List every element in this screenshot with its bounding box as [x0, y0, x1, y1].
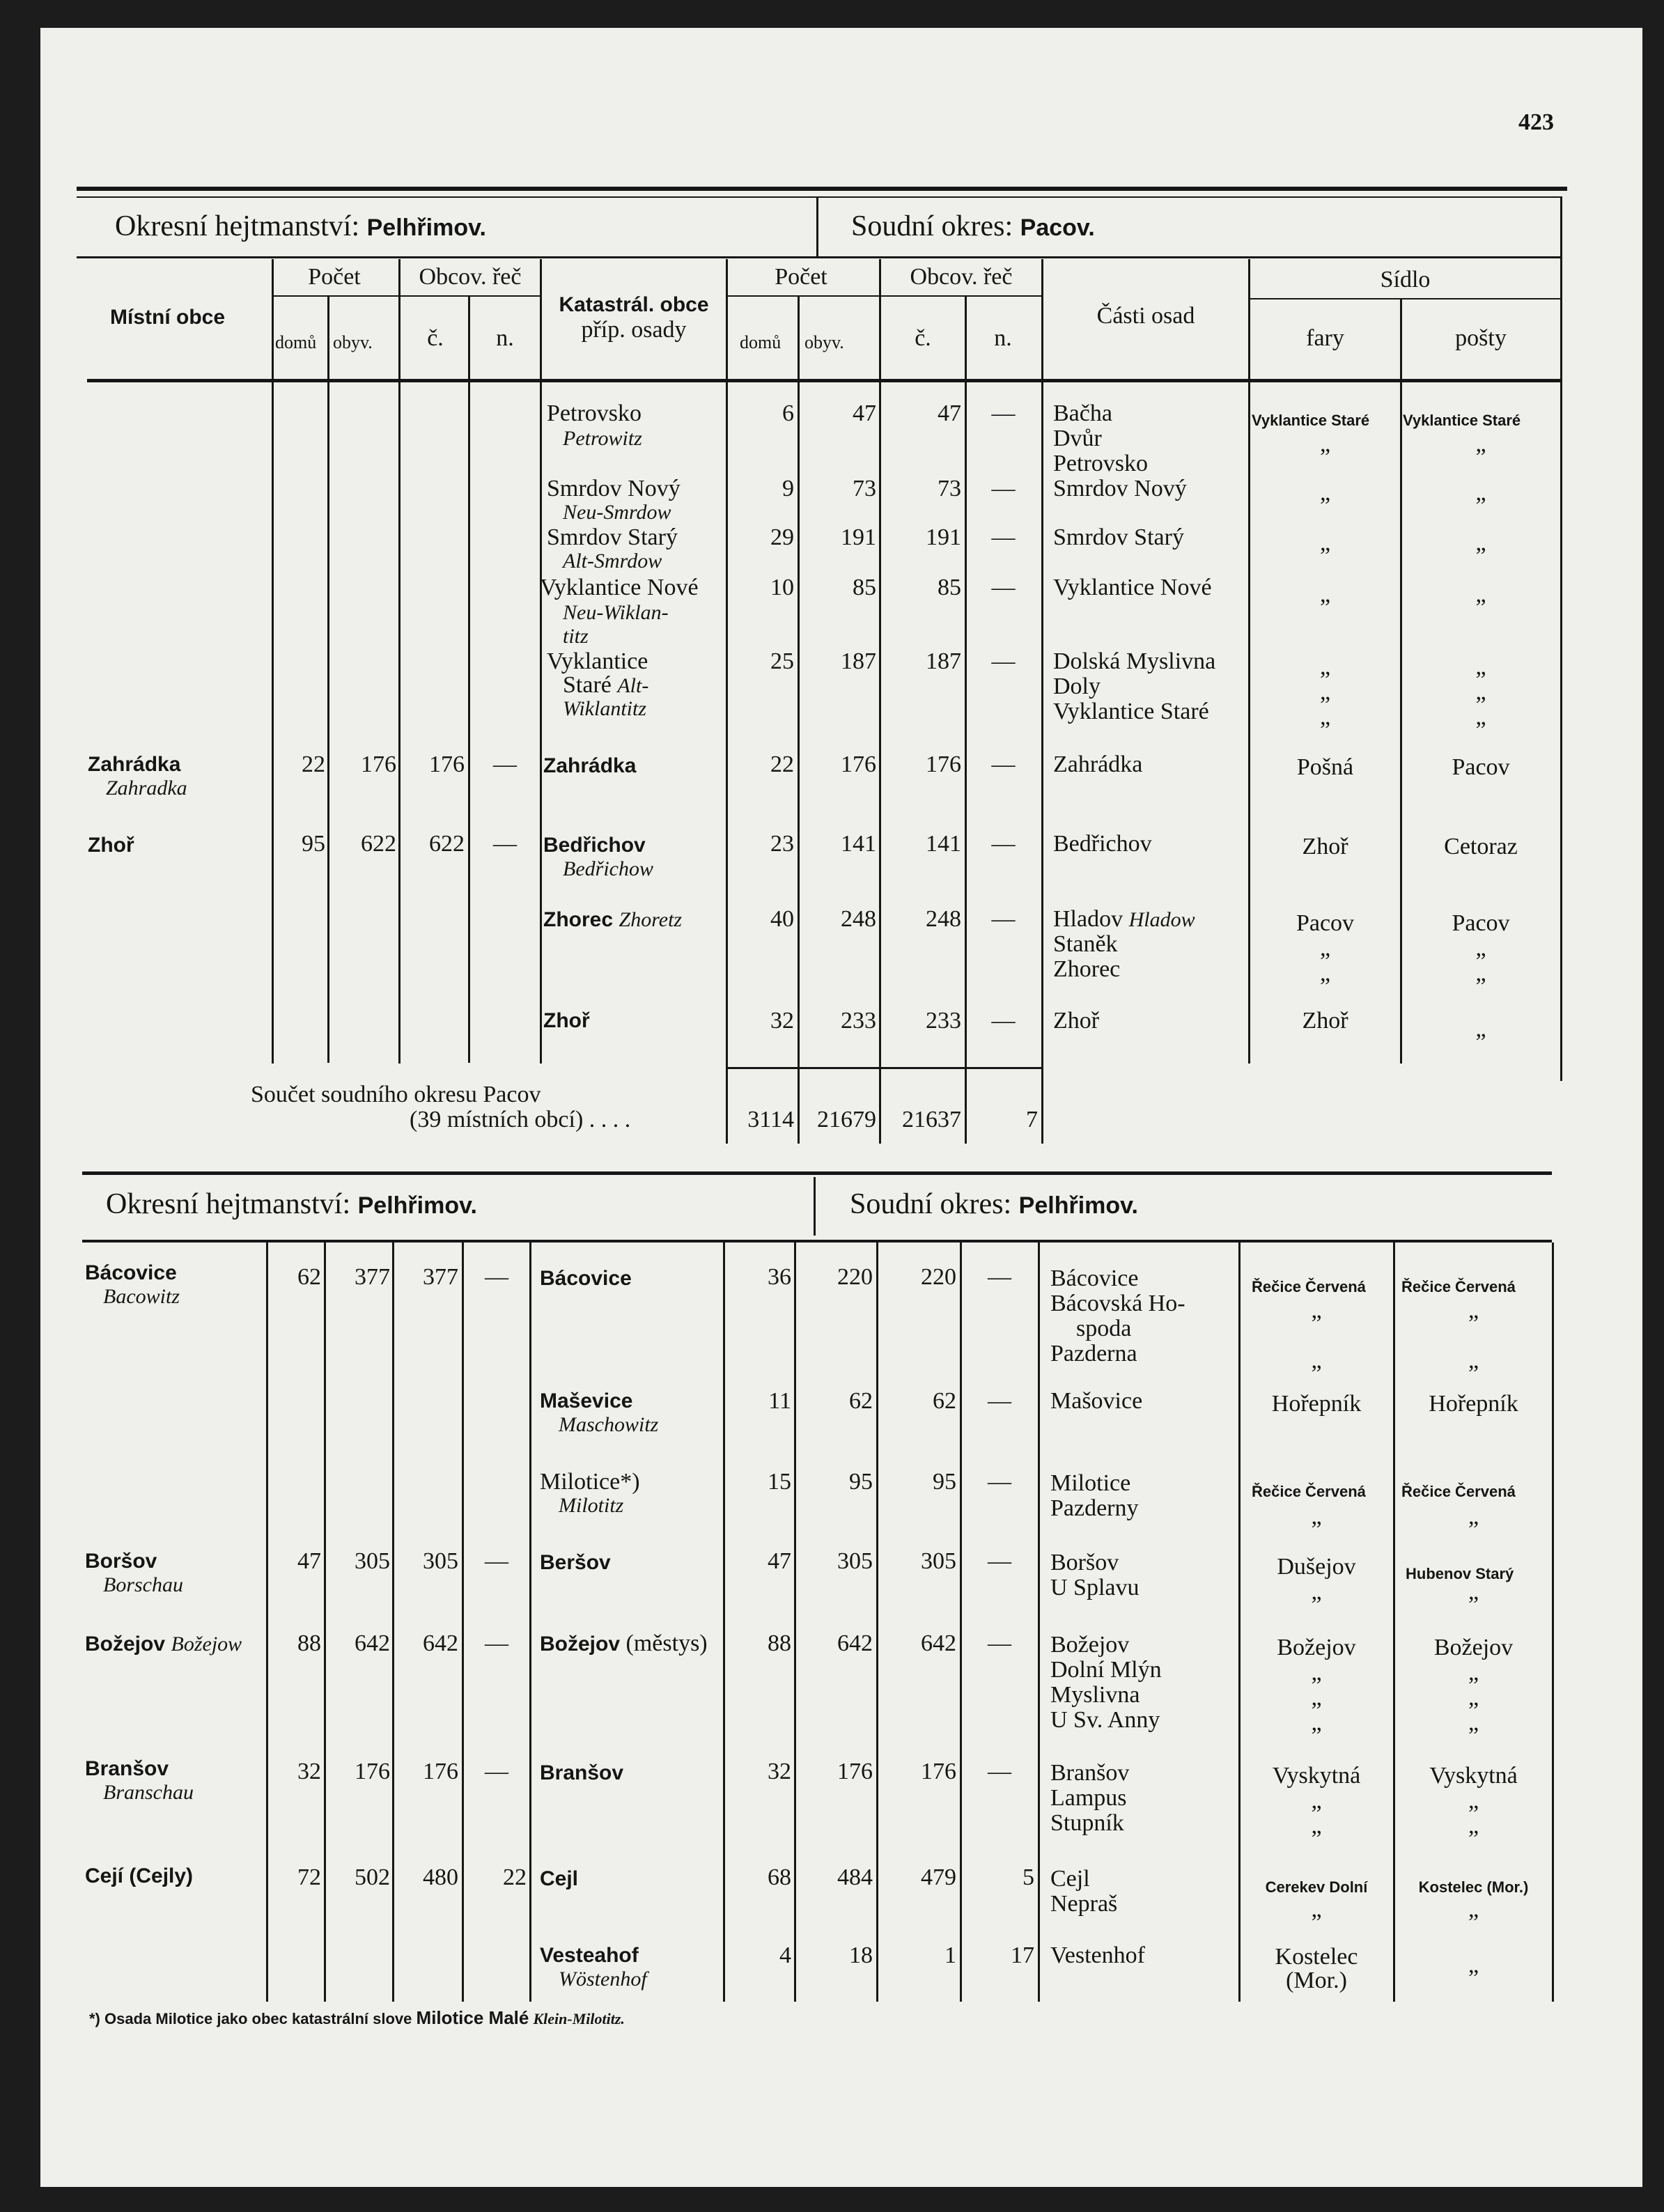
footnote-name: Milotice Malé — [416, 2007, 529, 2028]
mo-nemecky: — — [485, 1548, 508, 1574]
cast-osady: Dvůr — [1053, 426, 1102, 451]
col-obcov-right: Obcov. řeč — [910, 264, 1013, 290]
mo-nemecky: — — [485, 1759, 508, 1784]
mo-nemecky: 22 — [503, 1864, 527, 1890]
kat-obec-de: Milotitz — [559, 1494, 624, 1517]
fara: „ — [1319, 679, 1331, 705]
fara: Vyskytná — [1272, 1763, 1361, 1789]
kat-obec: Maševice — [540, 1389, 633, 1412]
mistni-obec-de: Zahradka — [106, 777, 187, 800]
cesky: 479 — [921, 1864, 956, 1890]
footnote-text: *) Osada Milotice jako obec katastrální slove — [89, 2010, 412, 2027]
vr-s1-e — [540, 259, 542, 1064]
cast-osady: Dolská Myslivna — [1053, 648, 1216, 674]
domu: 6 — [782, 400, 794, 426]
vr-s1-d — [468, 297, 470, 1063]
fara: „ — [1319, 960, 1331, 986]
nemecky: — — [988, 1388, 1011, 1414]
cesky: 187 — [926, 648, 961, 674]
domu: 4 — [779, 1942, 791, 1968]
section2-header-divider — [814, 1177, 816, 1236]
cast-osady: Pazderna — [1050, 1341, 1137, 1366]
posta: „ — [1468, 1813, 1479, 1839]
mistni-obec: Zhoř — [88, 834, 134, 857]
cast-osady: Staněk — [1053, 931, 1118, 957]
obyv: 642 — [837, 1630, 873, 1656]
kat-obec-de: titz — [563, 625, 589, 648]
posta: Vyklantice Staré — [1403, 412, 1521, 429]
cast-osady: Stupník — [1050, 1810, 1124, 1836]
section2-court-header — [850, 1188, 1138, 1222]
fara: „ — [1311, 1348, 1322, 1373]
mistni-obec: Bácovice — [85, 1261, 177, 1284]
mo-cesky: 622 — [429, 831, 465, 857]
kat-obec: Zhoř — [543, 1009, 590, 1032]
fara: „ — [1311, 1896, 1322, 1922]
obyv: 233 — [841, 1008, 876, 1034]
domu: 23 — [770, 831, 794, 857]
obyv: 18 — [849, 1942, 873, 1968]
fara: Cerekev Dolní — [1265, 1878, 1368, 1896]
obyv: 47 — [853, 400, 876, 426]
mo-cesky: 305 — [423, 1548, 458, 1574]
kat-obec: Branšov — [540, 1761, 624, 1784]
fara: „ — [1311, 1685, 1322, 1711]
sum-obyv: 21679 — [817, 1107, 876, 1132]
mo-nemecky: — — [493, 831, 517, 857]
vr-s1-a — [272, 259, 274, 1064]
kat-obec-de: Wöstenhof — [559, 1968, 647, 1991]
mo-domu: 72 — [297, 1864, 321, 1890]
cast-osady: Lampus — [1050, 1785, 1127, 1811]
cast-osady: Božejov — [1050, 1632, 1130, 1658]
domu: 36 — [768, 1264, 791, 1290]
posta: „ — [1475, 960, 1486, 986]
mo-obyv: 502 — [355, 1864, 390, 1890]
nemecky: — — [991, 831, 1016, 857]
top-rule-thick — [77, 187, 1567, 191]
mistni-obec-de: Borschau — [103, 1573, 183, 1596]
obyv: 141 — [841, 831, 876, 857]
mo-obyv: 377 — [355, 1264, 390, 1290]
posta: „ — [1468, 1348, 1479, 1373]
nemecky: — — [988, 1469, 1011, 1495]
footnote — [89, 2007, 625, 2029]
top-rule-thin — [77, 196, 1560, 198]
col-mistni-obce: Místní obce — [110, 306, 226, 329]
col-katastr-1: Katastrál. obce — [559, 293, 709, 316]
district-label: Okresní hejtmanství: — [106, 1188, 351, 1220]
kat-obec: Bedřichov — [543, 834, 646, 857]
kat-obec: Vyklantice — [547, 648, 648, 674]
fara: „ — [1319, 480, 1331, 506]
cast-osady: Mašovice — [1050, 1388, 1143, 1414]
cast-osady: Vyklantice Staré — [1053, 699, 1209, 724]
obyv: 62 — [849, 1388, 873, 1414]
posta: Řečice Červená — [1401, 1483, 1516, 1500]
cast-osady: Doly — [1053, 673, 1101, 699]
mo-obyv: 176 — [361, 751, 396, 777]
section2-header-rule — [82, 1240, 1552, 1243]
fara: „ — [1319, 530, 1331, 556]
mistni-obec-de: Branschau — [103, 1781, 194, 1804]
domu: 11 — [768, 1388, 791, 1414]
posta: Božejov — [1433, 1635, 1514, 1660]
cast-osady: Zhorec — [1053, 956, 1121, 982]
fara: (Mor.) — [1286, 1968, 1347, 1993]
col-c-right: č. — [915, 325, 931, 351]
cast-osady: U Splavu — [1050, 1575, 1140, 1600]
obyv: 176 — [841, 751, 876, 777]
col-domu-left: domů — [275, 332, 317, 352]
kat-obec: Milotice*) — [540, 1469, 640, 1495]
obyv: 305 — [837, 1548, 873, 1574]
fara: „ — [1319, 704, 1331, 730]
sum-nemecky: 7 — [1026, 1107, 1038, 1132]
domu: 32 — [768, 1759, 791, 1784]
cast-osady: Bedřichov — [1053, 831, 1152, 857]
kat-obec-de: Bedřichow — [563, 857, 653, 880]
mistni-obec: Branšov — [85, 1757, 169, 1780]
posta: „ — [1468, 1685, 1479, 1711]
cesky: 141 — [926, 831, 961, 857]
col-n-left: n. — [496, 325, 514, 351]
cesky: 233 — [926, 1008, 961, 1034]
section1-header-bottom-rule — [87, 379, 1560, 382]
fara: „ — [1311, 1504, 1322, 1529]
mo-obyv: 305 — [355, 1548, 390, 1574]
mo-obyv: 176 — [355, 1759, 390, 1784]
posta: Vyskytná — [1429, 1763, 1518, 1789]
mo-cesky: 176 — [429, 751, 465, 777]
cast-osady: Zahrádka — [1053, 751, 1143, 777]
cast-osady: Hladov Hladow — [1053, 906, 1195, 932]
posta: Pacov — [1452, 754, 1510, 780]
kat-obec: Cejl — [540, 1867, 579, 1890]
section1-right-border — [1560, 196, 1562, 1081]
header-divider — [816, 196, 818, 258]
mo-obyv: 642 — [355, 1630, 390, 1656]
nemecky: — — [988, 1548, 1011, 1574]
cesky: 176 — [926, 751, 961, 777]
fara: Zhoř — [1302, 834, 1348, 859]
mo-domu: 88 — [297, 1630, 321, 1656]
col-pocet-right: Počet — [775, 264, 827, 290]
kat-obec-de: Wiklantitz — [563, 697, 646, 720]
fara: Pacov — [1296, 910, 1355, 936]
mo-cesky: 377 — [423, 1264, 458, 1290]
section1-district-header — [115, 210, 486, 244]
mo-cesky: 176 — [423, 1759, 458, 1784]
cesky: 248 — [926, 906, 961, 932]
mo-domu: 62 — [297, 1264, 321, 1290]
fara: Kostelec — [1275, 1944, 1358, 1970]
cast-osady: Bácovská Ho- — [1050, 1291, 1185, 1316]
mistni-obec: Zahrádka — [88, 753, 181, 776]
domu: 25 — [770, 648, 794, 674]
kat-obec: Petrovsko — [547, 400, 642, 426]
nemecky: — — [991, 751, 1016, 777]
section2-district-header — [106, 1188, 477, 1222]
cesky: 1 — [944, 1942, 956, 1968]
cesky: 191 — [926, 524, 961, 550]
fara: „ — [1311, 1813, 1322, 1839]
posta: Kostelec (Mor.) — [1418, 1878, 1529, 1896]
posta: „ — [1475, 654, 1486, 680]
posta: Řečice Červená — [1401, 1278, 1516, 1295]
kat-obec: Zahrádka — [543, 754, 637, 777]
fara: „ — [1311, 1298, 1322, 1323]
cast-osady: Zhoř — [1053, 1008, 1100, 1034]
mo-nemecky: — — [485, 1630, 508, 1656]
vr-s2-e — [529, 1243, 531, 2002]
kat-obec: Vyklantice Nové — [540, 575, 699, 600]
vr-s2-m — [1552, 1243, 1554, 2002]
posta: „ — [1475, 1016, 1486, 1042]
cast-osady: Milotice — [1050, 1470, 1131, 1496]
kat-obec: Zhorec Zhoretz — [543, 908, 683, 931]
mistni-obec: Božejov Božejow — [85, 1633, 242, 1656]
obyv: 95 — [849, 1469, 873, 1495]
page-number: 423 — [1518, 109, 1554, 135]
hdr-sub-rule-right — [728, 295, 1041, 297]
vr-s1-c — [398, 259, 401, 1064]
cesky: 47 — [938, 400, 961, 426]
fara: Zhoř — [1302, 1008, 1348, 1034]
header-rule — [77, 256, 1560, 258]
col-fary: fary — [1306, 325, 1344, 351]
posta: Hořepník — [1429, 1391, 1518, 1417]
kat-obec-de: Maschowitz — [559, 1413, 659, 1436]
court-value: Pelhřimov. — [1018, 1192, 1138, 1219]
obyv: 176 — [837, 1759, 873, 1784]
domu: 40 — [770, 906, 794, 932]
nemecky: — — [991, 400, 1016, 426]
fara: „ — [1311, 1660, 1322, 1685]
col-obcov-left: Obcov. řeč — [419, 264, 522, 290]
fara: Řečice Červená — [1252, 1483, 1366, 1500]
posta: „ — [1475, 582, 1486, 607]
cesky: 85 — [938, 575, 961, 600]
posta: „ — [1468, 1710, 1479, 1736]
domu: 32 — [770, 1008, 794, 1034]
mo-domu: 32 — [297, 1759, 321, 1784]
col-pocet-left: Počet — [308, 264, 361, 290]
posta: „ — [1468, 1298, 1479, 1323]
kat-obec-line2: Staré Alt- — [563, 672, 649, 698]
cesky: 220 — [921, 1264, 956, 1290]
cesky: 95 — [933, 1469, 956, 1495]
fara: „ — [1319, 935, 1331, 961]
fara: Řečice Červená — [1252, 1278, 1366, 1295]
mo-nemecky: — — [493, 751, 517, 777]
domu: 88 — [768, 1630, 791, 1656]
cast-osady: Boršov — [1050, 1550, 1119, 1575]
posta: Cetoraz — [1444, 834, 1518, 859]
col-katastr-2: příp. osady — [581, 317, 687, 343]
nemecky: — — [991, 1008, 1016, 1034]
vr-s2-j — [1038, 1243, 1040, 2002]
kat-obec: Smrdov Nový — [547, 476, 681, 501]
cesky: 62 — [933, 1388, 956, 1414]
cast-osady: spoda — [1076, 1316, 1132, 1341]
domu: 29 — [770, 524, 794, 550]
fara: „ — [1311, 1788, 1322, 1814]
posta: „ — [1475, 480, 1486, 506]
cast-osady: Branšov — [1050, 1760, 1130, 1786]
section1-court-header — [851, 210, 1095, 244]
nemecky: 5 — [1022, 1864, 1034, 1890]
posta: „ — [1468, 1896, 1479, 1922]
posta: „ — [1468, 1788, 1479, 1814]
cesky: 176 — [921, 1759, 956, 1784]
cast-osady: Myslivna — [1050, 1682, 1140, 1708]
cesky: 73 — [938, 476, 961, 501]
cast-osady: Vyklantice Nové — [1053, 575, 1212, 600]
court-value: Pacov. — [1020, 215, 1095, 241]
cast-osady: U Sv. Anny — [1050, 1707, 1160, 1733]
cast-osady: Smrdov Starý — [1053, 524, 1184, 550]
domu: 22 — [770, 751, 794, 777]
nemecky: — — [988, 1264, 1011, 1290]
sum-domu: 3114 — [747, 1107, 794, 1132]
col-obyv-right: obyv. — [804, 332, 844, 352]
cesky: 305 — [921, 1548, 956, 1574]
cast-osady: Dolní Mlýn — [1050, 1657, 1162, 1683]
posta: „ — [1475, 530, 1486, 556]
posta: „ — [1468, 1660, 1479, 1685]
domu: 15 — [768, 1469, 791, 1495]
mistni-obec-de: Bacowitz — [103, 1285, 180, 1308]
nemecky: — — [991, 648, 1016, 674]
cast-osady: Pazderny — [1050, 1495, 1139, 1521]
cast-osady: Cejl — [1050, 1866, 1090, 1892]
posta: „ — [1475, 935, 1486, 961]
footnote-german: Klein-Milotitz. — [533, 2010, 625, 2027]
kat-obec: Božejov (městys) — [540, 1630, 708, 1656]
cast-osady: Bačha — [1053, 400, 1112, 426]
mo-nemecky: — — [485, 1264, 508, 1290]
kat-obec-de: Alt-Smrdow — [563, 550, 662, 573]
col-c-left: č. — [427, 325, 444, 351]
domu: 10 — [770, 575, 794, 600]
obyv: 191 — [841, 524, 876, 550]
fara: „ — [1319, 431, 1331, 457]
obyv: 484 — [837, 1864, 873, 1890]
section2-top-rule — [82, 1171, 1552, 1175]
cast-osady: Smrdov Nový — [1053, 476, 1187, 501]
domu: 68 — [768, 1864, 791, 1890]
mistni-obec: Boršov — [85, 1550, 157, 1573]
kat-obec-de: Neu-Wiklan- — [563, 601, 669, 624]
mo-domu: 95 — [302, 831, 325, 857]
kat-obec: Vesteahof — [540, 1944, 639, 1967]
district-value: Pelhřimov. — [366, 215, 486, 241]
obyv: 248 — [841, 906, 876, 932]
fara: „ — [1319, 582, 1331, 607]
fara: Pošná — [1296, 754, 1354, 780]
court-label: Soudní okres: — [850, 1188, 1012, 1220]
fara: Božejov — [1277, 1635, 1356, 1660]
fara: „ — [1319, 654, 1331, 680]
kat-obec: Beršov — [540, 1551, 611, 1574]
sum-cesky: 21637 — [902, 1107, 961, 1132]
kat-obec-de: Petrowitz — [563, 427, 642, 450]
posta: „ — [1468, 1504, 1479, 1529]
kat-obec: Bácovice — [540, 1267, 632, 1290]
cast-osady: Nepraš — [1050, 1891, 1118, 1917]
nemecky: — — [991, 476, 1016, 501]
posta: „ — [1475, 704, 1486, 730]
obyv: 187 — [841, 648, 876, 674]
cast-osady: Vestenhof — [1050, 1942, 1145, 1968]
kat-obec: Smrdov Starý — [547, 524, 678, 550]
posta: „ — [1475, 679, 1486, 705]
hdr-sub-rule-sidlo — [1250, 298, 1560, 299]
domu: 9 — [782, 476, 794, 501]
posta: „ — [1475, 431, 1486, 457]
nemecky: 17 — [1011, 1942, 1034, 1968]
vr-s1-j — [1041, 259, 1043, 1144]
mo-domu: 47 — [297, 1548, 321, 1574]
posta: Pacov — [1452, 910, 1510, 936]
nemecky: — — [991, 575, 1016, 600]
court-label: Soudní okres: — [851, 210, 1013, 242]
obyv: 220 — [837, 1264, 873, 1290]
sum-label-2: (39 místních obcí) . . . . — [410, 1107, 631, 1132]
fara: Vyklantice Staré — [1252, 412, 1370, 429]
posta: „ — [1468, 1952, 1479, 1978]
district-label: Okresní hejtmanství: — [115, 210, 360, 242]
cast-osady: Bácovice — [1050, 1265, 1139, 1291]
mistni-obec: Cejí (Cejly) — [85, 1864, 194, 1887]
nemecky: — — [988, 1630, 1011, 1656]
sum-label-1: Součet soudního okresu Pacov — [251, 1082, 541, 1107]
fara: Hořepník — [1271, 1391, 1362, 1417]
col-casti-osad: Části osad — [1096, 303, 1195, 329]
cesky: 642 — [921, 1630, 956, 1656]
district-value: Pelhřimov. — [357, 1192, 477, 1219]
fara: „ — [1311, 1579, 1322, 1605]
mo-domu: 22 — [302, 751, 325, 777]
col-domu-right: domů — [740, 332, 782, 352]
sum-rule — [728, 1067, 1041, 1069]
domu: 47 — [768, 1548, 791, 1574]
col-obyv-left: obyv. — [333, 332, 373, 352]
posta: „ — [1468, 1579, 1479, 1605]
obyv: 73 — [853, 476, 876, 501]
col-sidlo: Sídlo — [1380, 267, 1431, 293]
nemecky: — — [988, 1759, 1011, 1784]
posta: Hubenov Starý — [1406, 1565, 1514, 1582]
nemecky: — — [991, 906, 1016, 932]
hdr-sub-rule-left — [272, 295, 540, 297]
vr-s1-b — [327, 297, 329, 1063]
cast-osady: Petrovsko — [1053, 451, 1148, 476]
kat-obec-de: Neu-Smrdow — [563, 501, 671, 524]
mo-cesky: 480 — [423, 1864, 458, 1890]
col-posty: pošty — [1455, 325, 1507, 351]
mo-cesky: 642 — [423, 1630, 458, 1656]
mo-obyv: 622 — [361, 831, 396, 857]
col-n-right: n. — [994, 325, 1012, 351]
nemecky: — — [991, 524, 1016, 550]
fara: „ — [1311, 1710, 1322, 1736]
obyv: 85 — [853, 575, 876, 600]
fara: Dušejov — [1277, 1554, 1356, 1580]
